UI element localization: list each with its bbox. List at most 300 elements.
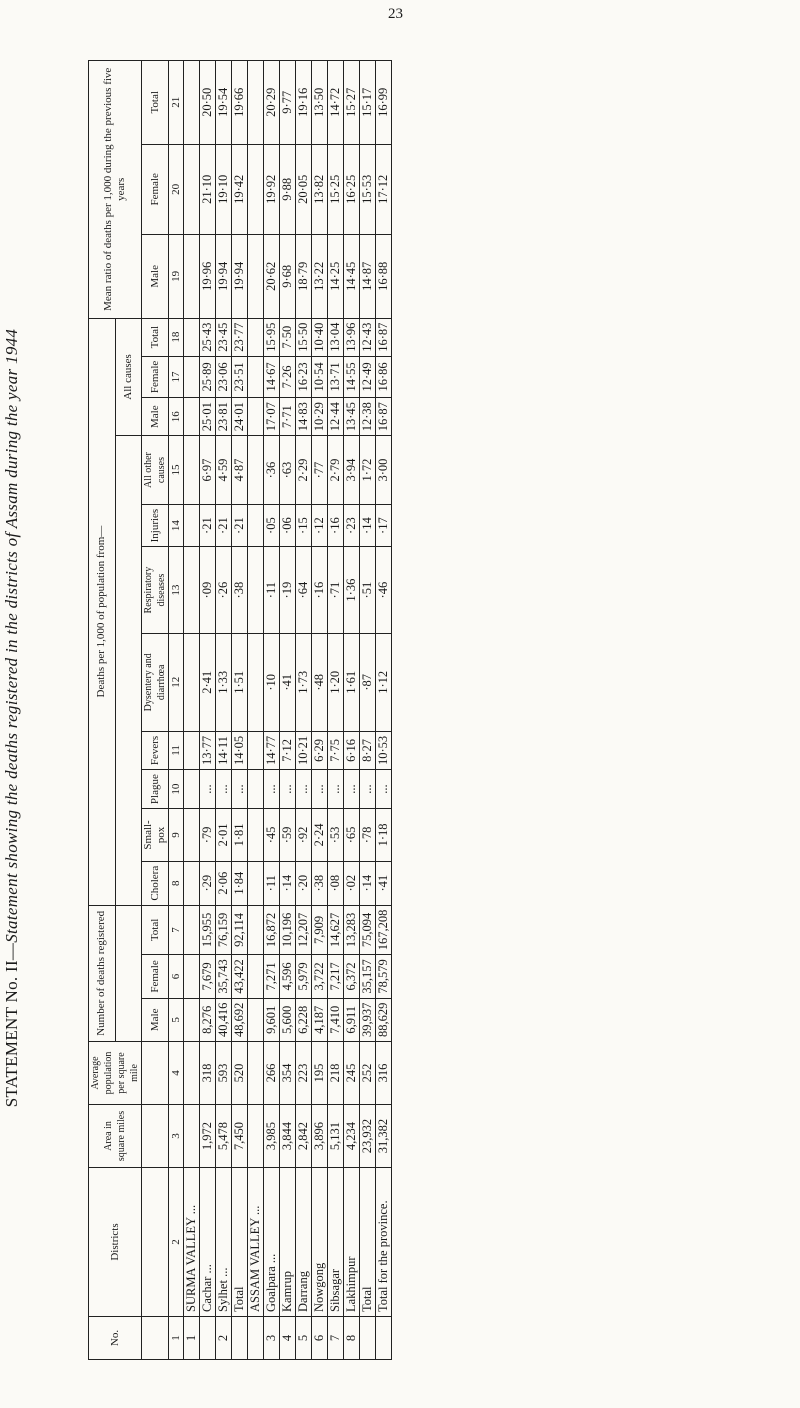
row-number bbox=[232, 1317, 248, 1360]
table-cell: 2·29 bbox=[296, 436, 312, 505]
table-cell: ... bbox=[376, 770, 392, 809]
table-cell: 13·04 bbox=[328, 318, 344, 356]
table-cell: 1·33 bbox=[216, 633, 232, 731]
col-male-deaths: Male bbox=[142, 998, 169, 1041]
table-cell bbox=[248, 235, 264, 318]
district-name: Total for the province. bbox=[376, 1168, 392, 1317]
table-cell: ·26 bbox=[216, 547, 232, 633]
table-cell bbox=[184, 1042, 200, 1105]
table-cell: 14·72 bbox=[328, 61, 344, 145]
table-cell: 13·96 bbox=[344, 318, 360, 356]
row-number: 4 bbox=[280, 1317, 296, 1360]
table-cell: 1·81 bbox=[232, 809, 248, 862]
col-injuries: Injuries bbox=[142, 504, 169, 547]
table-cell: 23·77 bbox=[232, 318, 248, 356]
column-number: 20 bbox=[169, 144, 184, 235]
table-cell: 13,283 bbox=[344, 905, 360, 955]
table-cell: 39,937 bbox=[360, 998, 376, 1041]
table-cell: ·29 bbox=[200, 861, 216, 905]
table-cell: ·20 bbox=[296, 861, 312, 905]
table-cell: 1·36 bbox=[344, 547, 360, 633]
column-number: 12 bbox=[169, 633, 184, 731]
table-cell: 17·12 bbox=[376, 144, 392, 235]
table-cell: 23·51 bbox=[232, 356, 248, 397]
group-all-causes: All causes bbox=[115, 318, 142, 436]
table-cell: 520 bbox=[232, 1042, 248, 1105]
row-number bbox=[376, 1317, 392, 1360]
table-cell: 12·43 bbox=[360, 318, 376, 356]
table-cell bbox=[184, 731, 200, 769]
table-cell: 8·27 bbox=[360, 731, 376, 769]
row-number: 7 bbox=[328, 1317, 344, 1360]
row-number bbox=[200, 1317, 216, 1360]
table-cell: 19·94 bbox=[232, 235, 248, 318]
table-cell: ... bbox=[280, 770, 296, 809]
table-cell bbox=[184, 633, 200, 731]
table-cell bbox=[184, 1105, 200, 1168]
table-cell bbox=[248, 731, 264, 769]
table-cell bbox=[184, 436, 200, 505]
table-cell: 7,450 bbox=[232, 1105, 248, 1168]
table-cell: 23,932 bbox=[360, 1105, 376, 1168]
col-cholera: Cholera bbox=[142, 861, 169, 905]
table-row bbox=[232, 61, 248, 1360]
row-number: 6 bbox=[312, 1317, 328, 1360]
table-cell: 25·89 bbox=[200, 356, 216, 397]
page-number: 23 bbox=[388, 6, 403, 22]
table-cell: ... bbox=[264, 770, 280, 809]
row-number bbox=[248, 1317, 264, 1360]
table-cell: ·12 bbox=[312, 504, 328, 547]
column-number: 16 bbox=[169, 398, 184, 436]
table-cell: ... bbox=[360, 770, 376, 809]
table-cell: 43,422 bbox=[232, 955, 248, 998]
table-cell bbox=[184, 770, 200, 809]
table-cell bbox=[184, 356, 200, 397]
table-cell: 3,985 bbox=[264, 1105, 280, 1168]
col-all-total: Total bbox=[142, 318, 169, 356]
table-cell: 7,679 bbox=[200, 955, 216, 998]
table-cell: 75,094 bbox=[360, 905, 376, 955]
table-cell bbox=[184, 398, 200, 436]
table-cell: 15,955 bbox=[200, 905, 216, 955]
table-cell: ·06 bbox=[280, 504, 296, 547]
table-row bbox=[216, 61, 232, 1360]
table-cell: ·10 bbox=[264, 633, 280, 731]
table-cell: ·92 bbox=[296, 809, 312, 862]
table-cell bbox=[184, 61, 200, 145]
table-cell: 167,208 bbox=[376, 905, 392, 955]
table-cell: 13·45 bbox=[344, 398, 360, 436]
table-row bbox=[264, 61, 280, 1360]
table-cell: 9·77 bbox=[280, 61, 296, 145]
col-dysentery: Dysentery and diarrhœa bbox=[142, 633, 169, 731]
table-cell: 12·38 bbox=[360, 398, 376, 436]
table-cell: ·08 bbox=[328, 861, 344, 905]
table-cell: ·45 bbox=[264, 809, 280, 862]
column-number: 4 bbox=[169, 1042, 184, 1105]
group-mean-ratio: Mean ratio of deaths per 1,000 during the previous five years bbox=[89, 61, 142, 319]
table-cell: 3,844 bbox=[280, 1105, 296, 1168]
column-number: 1 bbox=[169, 1317, 184, 1360]
table-cell: 12,207 bbox=[296, 905, 312, 955]
table-cell bbox=[184, 861, 200, 905]
table-cell: 19·96 bbox=[200, 235, 216, 318]
table-cell: 35,743 bbox=[216, 955, 232, 998]
table-cell: 218 bbox=[328, 1042, 344, 1105]
col-female-deaths: Female bbox=[142, 955, 169, 998]
table-cell: ·05 bbox=[264, 504, 280, 547]
table-cell: 14·55 bbox=[344, 356, 360, 397]
table-cell: 10·29 bbox=[312, 398, 328, 436]
district-name: Sylhet ... bbox=[216, 1168, 232, 1317]
table-body bbox=[169, 61, 392, 1360]
table-cell: 13·77 bbox=[200, 731, 216, 769]
table-cell: 3·00 bbox=[376, 436, 392, 505]
column-number: 8 bbox=[169, 861, 184, 905]
col-respiratory: Respiratory diseases bbox=[142, 547, 169, 633]
table-cell: 3,722 bbox=[312, 955, 328, 998]
table-cell: 15·25 bbox=[328, 144, 344, 235]
district-name: SURMA VALLEY ... bbox=[184, 1168, 200, 1317]
row-number: 1 bbox=[184, 1317, 200, 1360]
table-cell: 5,600 bbox=[280, 998, 296, 1041]
table-cell: ·87 bbox=[360, 633, 376, 731]
table-cell: 19·54 bbox=[216, 61, 232, 145]
table-cell: 5,478 bbox=[216, 1105, 232, 1168]
table-cell bbox=[248, 436, 264, 505]
table-cell: 4·87 bbox=[232, 436, 248, 505]
table-cell: 19·10 bbox=[216, 144, 232, 235]
column-number: 13 bbox=[169, 547, 184, 633]
table-cell bbox=[248, 998, 264, 1041]
table-cell: 7,217 bbox=[328, 955, 344, 998]
table-cell: 40,416 bbox=[216, 998, 232, 1041]
district-name: Lakhimpur bbox=[344, 1168, 360, 1317]
group-header-row bbox=[89, 61, 116, 1360]
table-cell: 10·40 bbox=[312, 318, 328, 356]
table-cell: 16·25 bbox=[344, 144, 360, 235]
table-cell: 25·43 bbox=[200, 318, 216, 356]
table-cell: ... bbox=[200, 770, 216, 809]
table-cell bbox=[184, 809, 200, 862]
table-cell: 20·50 bbox=[200, 61, 216, 145]
table-cell bbox=[184, 547, 200, 633]
column-number: 10 bbox=[169, 770, 184, 809]
table-cell: 14·77 bbox=[264, 731, 280, 769]
table-cell: ·65 bbox=[344, 809, 360, 862]
table-cell: ·16 bbox=[328, 504, 344, 547]
table-cell: ... bbox=[296, 770, 312, 809]
statement-caption: STATEMENT No. II—Statement showing the deaths registered in the districts of Assam during the year 1944 bbox=[2, 328, 21, 1108]
table-cell: 9·68 bbox=[280, 235, 296, 318]
table-cell: 20·05 bbox=[296, 144, 312, 235]
table-cell: 7·71 bbox=[280, 398, 296, 436]
table-cell: 16·87 bbox=[376, 398, 392, 436]
col-districts: Districts bbox=[89, 1168, 142, 1317]
table-cell bbox=[248, 955, 264, 998]
table-cell: 252 bbox=[360, 1042, 376, 1105]
table-cell: 4,234 bbox=[344, 1105, 360, 1168]
table-cell bbox=[248, 770, 264, 809]
table-cell: 23·06 bbox=[216, 356, 232, 397]
group-deaths-per-1000: Deaths per 1,000 of population from— bbox=[89, 318, 116, 905]
col-other-causes: All other causes bbox=[142, 436, 169, 505]
district-name: Kamrup bbox=[280, 1168, 296, 1317]
table-cell: ·21 bbox=[216, 504, 232, 547]
table-cell: 12·44 bbox=[328, 398, 344, 436]
table-cell: ·14 bbox=[280, 861, 296, 905]
table-cell: 316 bbox=[376, 1042, 392, 1105]
table-cell: 15·95 bbox=[264, 318, 280, 356]
caption-prefix: STATEMENT No. II bbox=[2, 960, 21, 1108]
table-cell: 9,601 bbox=[264, 998, 280, 1041]
table-cell bbox=[248, 144, 264, 235]
table-cell bbox=[248, 1105, 264, 1168]
table-cell: ·41 bbox=[376, 861, 392, 905]
table-cell bbox=[248, 809, 264, 862]
table-cell bbox=[248, 1042, 264, 1105]
district-name: Total bbox=[232, 1168, 248, 1317]
table-cell: 10,196 bbox=[280, 905, 296, 955]
table-cell: 35,157 bbox=[360, 955, 376, 998]
table-cell: ·17 bbox=[376, 504, 392, 547]
table-cell: 245 bbox=[344, 1042, 360, 1105]
table-cell: 1·84 bbox=[232, 861, 248, 905]
district-name: ASSAM VALLEY ... bbox=[248, 1168, 264, 1317]
table-cell: ·11 bbox=[264, 861, 280, 905]
col-mean-female: Female bbox=[142, 144, 169, 235]
table-cell: ... bbox=[312, 770, 328, 809]
table-row bbox=[328, 61, 344, 1360]
table-cell: 13·82 bbox=[312, 144, 328, 235]
caption-title: Statement showing the deaths registered in the districts of Assam during the year 1944 bbox=[2, 328, 21, 943]
table-cell: 10·21 bbox=[296, 731, 312, 769]
col-fevers: Fevers bbox=[142, 731, 169, 769]
row-number bbox=[360, 1317, 376, 1360]
column-number: 9 bbox=[169, 809, 184, 862]
table-cell: 20·29 bbox=[264, 61, 280, 145]
table-cell: 5,131 bbox=[328, 1105, 344, 1168]
table-cell: 12·49 bbox=[360, 356, 376, 397]
table-cell: ·21 bbox=[200, 504, 216, 547]
column-number: 11 bbox=[169, 731, 184, 769]
row-number: 8 bbox=[344, 1317, 360, 1360]
table-row bbox=[296, 61, 312, 1360]
table-cell: 195 bbox=[312, 1042, 328, 1105]
table-cell: 16·23 bbox=[296, 356, 312, 397]
table-cell: 1·18 bbox=[376, 809, 392, 862]
table-cell: ... bbox=[216, 770, 232, 809]
table-cell: 19·42 bbox=[232, 144, 248, 235]
column-number: 14 bbox=[169, 504, 184, 547]
table-cell: ·78 bbox=[360, 809, 376, 862]
table-cell: ·41 bbox=[280, 633, 296, 731]
table-cell: 1·12 bbox=[376, 633, 392, 731]
table-cell: 16·87 bbox=[376, 318, 392, 356]
table-row bbox=[312, 61, 328, 1360]
table-cell: 3·94 bbox=[344, 436, 360, 505]
table-cell: 1·51 bbox=[232, 633, 248, 731]
table-cell: 2·01 bbox=[216, 809, 232, 862]
column-number: 7 bbox=[169, 905, 184, 955]
table-cell: ... bbox=[344, 770, 360, 809]
table-cell: 25·01 bbox=[200, 398, 216, 436]
table-cell: 13·71 bbox=[328, 356, 344, 397]
table-cell: ·71 bbox=[328, 547, 344, 633]
table-cell: ·19 bbox=[280, 547, 296, 633]
column-number: 2 bbox=[169, 1168, 184, 1317]
table-cell: ·11 bbox=[264, 547, 280, 633]
table-cell: 318 bbox=[200, 1042, 216, 1105]
table-cell: 1·72 bbox=[360, 436, 376, 505]
table-cell: 13·50 bbox=[312, 61, 328, 145]
table-cell: 14·87 bbox=[360, 235, 376, 318]
table-cell: 6·16 bbox=[344, 731, 360, 769]
table-cell: 76,159 bbox=[216, 905, 232, 955]
table-cell: ... bbox=[232, 770, 248, 809]
table-cell: 2,842 bbox=[296, 1105, 312, 1168]
table-row bbox=[376, 61, 392, 1360]
table-cell: 5,979 bbox=[296, 955, 312, 998]
column-number: 15 bbox=[169, 436, 184, 505]
table-cell: 2·24 bbox=[312, 809, 328, 862]
table-cell: ·63 bbox=[280, 436, 296, 505]
table-cell: 14·25 bbox=[328, 235, 344, 318]
col-mean-male: Male bbox=[142, 235, 169, 318]
deaths-table bbox=[88, 60, 392, 1360]
table-row bbox=[360, 61, 376, 1360]
table-cell: 1·61 bbox=[344, 633, 360, 731]
district-name: Goalpara ... bbox=[264, 1168, 280, 1317]
column-number: 17 bbox=[169, 356, 184, 397]
table-cell: 78,579 bbox=[376, 955, 392, 998]
table-cell: 7,271 bbox=[264, 955, 280, 998]
table-cell: ·14 bbox=[360, 861, 376, 905]
table-cell: 1·20 bbox=[328, 633, 344, 731]
table-cell bbox=[184, 905, 200, 955]
table-cell: 7,410 bbox=[328, 998, 344, 1041]
col-mean-total: Total bbox=[142, 61, 169, 145]
table-cell: 20·62 bbox=[264, 235, 280, 318]
table-cell bbox=[184, 318, 200, 356]
table-cell: 223 bbox=[296, 1042, 312, 1105]
table-cell bbox=[248, 861, 264, 905]
table-cell bbox=[184, 144, 200, 235]
table-cell: ·77 bbox=[312, 436, 328, 505]
col-plague: Plague bbox=[142, 770, 169, 809]
table-cell: 21·10 bbox=[200, 144, 216, 235]
table-cell: 6,911 bbox=[344, 998, 360, 1041]
table-cell: 16·88 bbox=[376, 235, 392, 318]
table-cell: 7·12 bbox=[280, 731, 296, 769]
table-cell: 88,629 bbox=[376, 998, 392, 1041]
table-cell: ·64 bbox=[296, 547, 312, 633]
table-cell: 19·16 bbox=[296, 61, 312, 145]
district-name: Nowgong bbox=[312, 1168, 328, 1317]
col-all-female: Female bbox=[142, 356, 169, 397]
row-number: 2 bbox=[216, 1317, 232, 1360]
table-cell: 18·79 bbox=[296, 235, 312, 318]
district-name: Total bbox=[360, 1168, 376, 1317]
table-cell: 15·27 bbox=[344, 61, 360, 145]
table-cell: 14·67 bbox=[264, 356, 280, 397]
column-number: 3 bbox=[169, 1105, 184, 1168]
table-cell: 13·22 bbox=[312, 235, 328, 318]
table-cell: 92,114 bbox=[232, 905, 248, 955]
col-no: No. bbox=[89, 1317, 142, 1360]
table-row bbox=[248, 61, 264, 1360]
table-cell: ·48 bbox=[312, 633, 328, 731]
table-cell: 2·06 bbox=[216, 861, 232, 905]
table-cell: ·46 bbox=[376, 547, 392, 633]
table-cell: ·51 bbox=[360, 547, 376, 633]
table-cell: 14,627 bbox=[328, 905, 344, 955]
table-cell: 14·11 bbox=[216, 731, 232, 769]
table-cell: 9·88 bbox=[280, 144, 296, 235]
table-row bbox=[280, 61, 296, 1360]
table-cell: 4,596 bbox=[280, 955, 296, 998]
table-cell: 10·54 bbox=[312, 356, 328, 397]
table-cell: ·53 bbox=[328, 809, 344, 862]
table-row bbox=[184, 61, 200, 1360]
table-cell: ·59 bbox=[280, 809, 296, 862]
table-cell bbox=[248, 398, 264, 436]
table-cell: ·79 bbox=[200, 809, 216, 862]
group-number-of-deaths: Number of deaths registered bbox=[89, 905, 116, 1041]
table-cell bbox=[184, 504, 200, 547]
table-cell: 14·45 bbox=[344, 235, 360, 318]
col-avg-population: Average population per square mile bbox=[89, 1042, 142, 1105]
column-number-row bbox=[169, 61, 184, 1360]
table-cell: ... bbox=[328, 770, 344, 809]
table-cell: 8,276 bbox=[200, 998, 216, 1041]
row-number: 3 bbox=[264, 1317, 280, 1360]
table-cell: ·38 bbox=[312, 861, 328, 905]
table-cell: 16·99 bbox=[376, 61, 392, 145]
table-cell bbox=[248, 318, 264, 356]
table-cell: ·02 bbox=[344, 861, 360, 905]
column-number: 21 bbox=[169, 61, 184, 145]
table-cell: 16·86 bbox=[376, 356, 392, 397]
table-cell: 14·83 bbox=[296, 398, 312, 436]
table-cell: ·09 bbox=[200, 547, 216, 633]
table-cell: 23·45 bbox=[216, 318, 232, 356]
table-cell: 15·53 bbox=[360, 144, 376, 235]
table-cell: 6·97 bbox=[200, 436, 216, 505]
table-cell: 14·05 bbox=[232, 731, 248, 769]
table-cell: 3,896 bbox=[312, 1105, 328, 1168]
table-cell: 1·73 bbox=[296, 633, 312, 731]
table-cell: 23·81 bbox=[216, 398, 232, 436]
table-cell: 266 bbox=[264, 1042, 280, 1105]
col-area: Area in square miles bbox=[89, 1105, 142, 1168]
table-cell bbox=[248, 547, 264, 633]
table-cell: 1,972 bbox=[200, 1105, 216, 1168]
table-cell: 31,382 bbox=[376, 1105, 392, 1168]
table-cell: ·21 bbox=[232, 504, 248, 547]
table-cell: 354 bbox=[280, 1042, 296, 1105]
table-cell: 6,228 bbox=[296, 998, 312, 1041]
table-cell: 2·41 bbox=[200, 633, 216, 731]
table-row bbox=[344, 61, 360, 1360]
col-all-male: Male bbox=[142, 398, 169, 436]
table-cell: 7·75 bbox=[328, 731, 344, 769]
column-number: 19 bbox=[169, 235, 184, 318]
column-header-row bbox=[142, 61, 169, 1360]
district-name: Cachar ... bbox=[200, 1168, 216, 1317]
table-cell: ·14 bbox=[360, 504, 376, 547]
